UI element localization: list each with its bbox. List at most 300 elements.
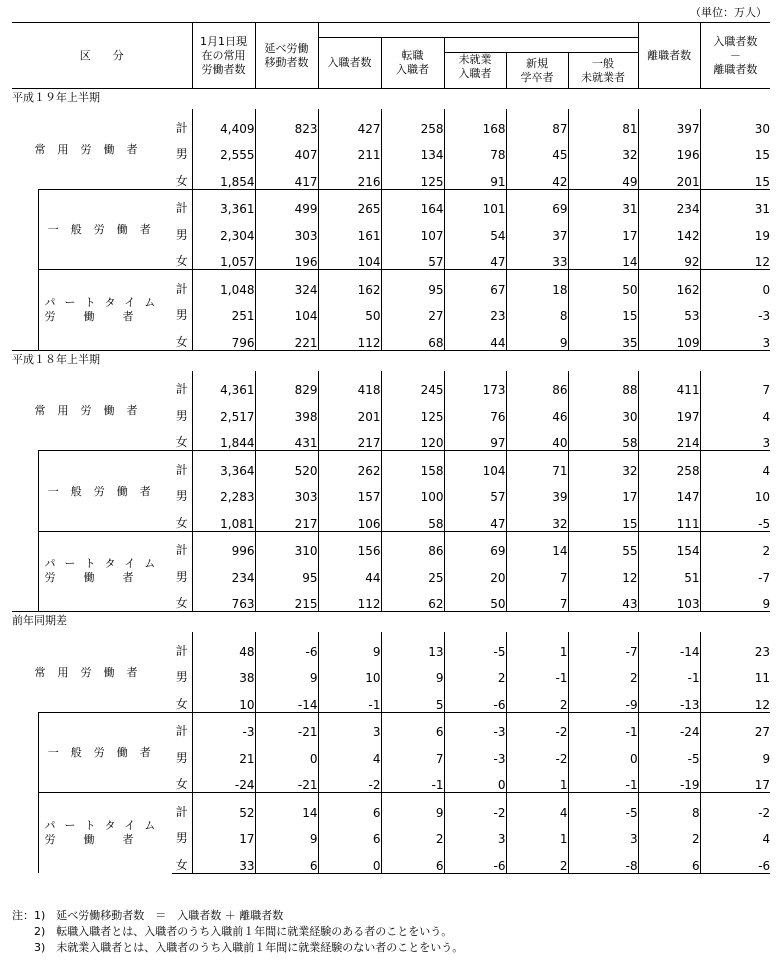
cell-value: 69 [506, 189, 568, 216]
cell-value: 4 [506, 793, 568, 820]
cell-value: 8 [638, 793, 700, 820]
cell-value: 53 [638, 297, 700, 324]
cell-value: 823 [255, 109, 318, 136]
indent-cell [12, 712, 38, 793]
cell-value: 15 [568, 504, 638, 531]
cell-value: 91 [444, 162, 506, 189]
cell-value: 4 [700, 820, 770, 847]
cell-value: 201 [318, 397, 381, 424]
cell-value: 69 [444, 531, 506, 558]
cell-value: 324 [255, 270, 318, 297]
cell-value: 201 [638, 162, 700, 189]
cell-value: 164 [381, 189, 444, 216]
cell-value: 14 [568, 243, 638, 270]
cell-value: 111 [638, 504, 700, 531]
cell-value: 0 [255, 739, 318, 766]
sex-label: 男 [175, 408, 188, 423]
cell-value: 67 [444, 270, 506, 297]
cell-value: 43 [568, 585, 638, 612]
group-label-line1: パートタイム [44, 295, 165, 309]
cell-value: -3 [192, 712, 255, 739]
cell-value: 78 [444, 136, 506, 163]
cell-value: -5 [638, 739, 700, 766]
header-blank-band [318, 23, 638, 38]
cell-value: 52 [192, 793, 255, 820]
cell-value: 1 [506, 820, 568, 847]
cell-value: 44 [318, 558, 381, 585]
sex-label: 男 [175, 489, 188, 503]
cell-value: 3 [700, 323, 770, 350]
cell-value: 7 [381, 739, 444, 766]
cell-value: 15 [700, 162, 770, 189]
cell-value: 42 [506, 162, 568, 189]
cell-value: 10 [318, 659, 381, 686]
table-row [12, 531, 770, 558]
cell-value: -5 [700, 504, 770, 531]
cell-value: 162 [638, 270, 700, 297]
notes [12, 908, 463, 956]
cell-value: 9 [381, 659, 444, 686]
cell-value: 2 [568, 659, 638, 686]
cell-value: 211 [318, 136, 381, 163]
cell-value: 2,304 [192, 216, 255, 243]
cell-value: 14 [506, 531, 568, 558]
cell-value: -2 [318, 766, 381, 793]
cell-value: -2 [506, 712, 568, 739]
table-row [12, 793, 770, 820]
cell-value: 4,409 [192, 109, 255, 136]
header-total-mobility: 延べ労働 移動者数 [255, 23, 318, 89]
cell-value: 3 [318, 712, 381, 739]
cell-value: 0 [700, 270, 770, 297]
cell-value: 44 [444, 323, 506, 350]
header-category: 区 分 [12, 23, 192, 89]
cell-value: 3,364 [192, 451, 255, 478]
cell-value: 87 [506, 109, 568, 136]
cell-value: 217 [318, 424, 381, 451]
section-label-row [12, 350, 770, 371]
cell-value: 303 [255, 216, 318, 243]
header-blank-band-2 [444, 38, 638, 53]
cell-value: 215 [255, 585, 318, 612]
cell-value: -21 [255, 766, 318, 793]
cell-value: -3 [444, 739, 506, 766]
cell-value: 37 [506, 216, 568, 243]
sex-label: 計 [172, 270, 192, 297]
cell-value: 104 [255, 297, 318, 324]
header-separations: 離職者数 [638, 23, 700, 89]
cell-value: 17 [192, 820, 255, 847]
cell-value: 45 [506, 136, 568, 163]
cell-value: 763 [192, 585, 255, 612]
cell-value: 33 [506, 243, 568, 270]
cell-value: 58 [568, 424, 638, 451]
cell-value: 27 [381, 297, 444, 324]
cell-value: 431 [255, 424, 318, 451]
cell-value: 196 [638, 136, 700, 163]
note-1: 注：1) 延べ労働移動者数 ＝ 入職者数 ＋ 離職者数 [12, 909, 284, 922]
cell-value: 17 [568, 216, 638, 243]
cell-value: 245 [381, 371, 444, 398]
cell-value: -2 [506, 739, 568, 766]
group-label: 常用労働者 [34, 142, 150, 156]
cell-value: 411 [638, 371, 700, 398]
cell-value: 168 [444, 109, 506, 136]
header-not-employed: 未就業 入職者 [444, 53, 506, 89]
cell-value: 1,048 [192, 270, 255, 297]
cell-value: 109 [638, 323, 700, 350]
cell-value: 15 [700, 136, 770, 163]
cell-value: -19 [638, 766, 700, 793]
cell-value: 54 [444, 216, 506, 243]
labor-mobility-table [12, 22, 770, 874]
cell-value: 796 [192, 323, 255, 350]
cell-value: 9 [700, 739, 770, 766]
cell-value: 9 [700, 585, 770, 612]
cell-value: -1 [506, 659, 568, 686]
cell-value: 1,081 [192, 504, 255, 531]
cell-value: 32 [568, 136, 638, 163]
cell-value: -3 [700, 297, 770, 324]
cell-value: 2 [444, 659, 506, 686]
cell-value: 7 [506, 558, 568, 585]
sex-label: 女 [175, 515, 188, 530]
section-label: 平成１９年上半期 [12, 89, 770, 110]
cell-value: 6 [638, 846, 700, 873]
table-row [12, 270, 770, 297]
cell-value: 13 [381, 632, 444, 659]
table-row [12, 109, 770, 136]
group-label: 一般労働者 [38, 189, 172, 270]
sex-label: 計 [172, 712, 192, 739]
cell-value: 214 [638, 424, 700, 451]
cell-value: 221 [255, 323, 318, 350]
cell-value: 17 [568, 478, 638, 505]
cell-value: 14 [255, 793, 318, 820]
cell-value: 17 [700, 766, 770, 793]
cell-value: 2 [506, 846, 568, 873]
cell-value: 147 [638, 478, 700, 505]
cell-value: 55 [568, 531, 638, 558]
cell-value: 50 [444, 585, 506, 612]
cell-value: 310 [255, 531, 318, 558]
section-label-row [12, 612, 770, 633]
cell-value: 19 [700, 216, 770, 243]
cell-value: 154 [638, 531, 700, 558]
cell-value: 258 [638, 451, 700, 478]
group-label-line2: 労働者 [44, 571, 162, 585]
cell-value: 32 [506, 504, 568, 531]
cell-value: 2 [700, 531, 770, 558]
cell-value: -14 [255, 685, 318, 712]
cell-value: -7 [700, 558, 770, 585]
header-net-hires: 入職者数 － 離職者数 [700, 23, 770, 89]
section-label: 前年同期差 [12, 612, 770, 633]
cell-value: 3 [568, 820, 638, 847]
cell-value: 92 [638, 243, 700, 270]
sex-label: 女 [175, 334, 188, 349]
cell-value: 427 [318, 109, 381, 136]
cell-value: 0 [318, 846, 381, 873]
cell-value: 46 [506, 397, 568, 424]
group-label-line1: パートタイム [44, 819, 165, 832]
sex-label: 女 [175, 696, 188, 711]
group-label [38, 270, 172, 351]
cell-value: 9 [381, 793, 444, 820]
table-row [12, 451, 770, 478]
cell-value: 829 [255, 371, 318, 398]
group-label: 一般労働者 [38, 712, 172, 793]
cell-value: -21 [255, 712, 318, 739]
cell-value: 51 [638, 558, 700, 585]
cell-value: 234 [638, 189, 700, 216]
cell-value: 234 [192, 558, 255, 585]
sex-label: 男 [175, 308, 188, 322]
cell-value: 6 [381, 846, 444, 873]
cell-value: -5 [444, 632, 506, 659]
cell-value: 68 [381, 323, 444, 350]
cell-value: -6 [444, 685, 506, 712]
cell-value: 0 [444, 766, 506, 793]
cell-value: 18 [506, 270, 568, 297]
cell-value: 9 [255, 659, 318, 686]
cell-value: -3 [444, 712, 506, 739]
cell-value: 48 [192, 632, 255, 659]
cell-value: 4 [700, 397, 770, 424]
cell-value: 33 [192, 846, 255, 873]
cell-value: 107 [381, 216, 444, 243]
cell-value: -8 [568, 846, 638, 873]
table-row [12, 712, 770, 739]
cell-value: 3,361 [192, 189, 255, 216]
indent-cell [12, 793, 38, 874]
cell-value: 35 [568, 323, 638, 350]
group-label: 常用労働者 [34, 404, 150, 418]
cell-value: 398 [255, 397, 318, 424]
cell-value: 40 [506, 424, 568, 451]
cell-value: 31 [568, 189, 638, 216]
cell-value: 10 [192, 685, 255, 712]
cell-value: 407 [255, 136, 318, 163]
cell-value: 47 [444, 504, 506, 531]
cell-value: 265 [318, 189, 381, 216]
cell-value: -6 [444, 846, 506, 873]
cell-value: 25 [381, 558, 444, 585]
table-row [12, 371, 770, 398]
section-label-row [12, 89, 770, 110]
cell-value: 197 [638, 397, 700, 424]
cell-value: -2 [700, 793, 770, 820]
cell-value: 397 [638, 109, 700, 136]
cell-value: 101 [444, 189, 506, 216]
cell-value: -9 [568, 685, 638, 712]
cell-value: 520 [255, 451, 318, 478]
cell-value: 2,555 [192, 136, 255, 163]
cell-value: -6 [700, 846, 770, 873]
cell-value: -24 [638, 712, 700, 739]
cell-value: 30 [568, 397, 638, 424]
cell-value: 81 [568, 109, 638, 136]
cell-value: 417 [255, 162, 318, 189]
header-regular-workers-jan1: 1月1日現 在の常用 労働者数 [192, 23, 255, 89]
cell-value: 11 [700, 659, 770, 686]
unit-label: （単位：万人） [690, 6, 767, 19]
cell-value: 196 [255, 243, 318, 270]
group-label: 常用労働者 [34, 665, 150, 679]
cell-value: 32 [568, 451, 638, 478]
header-hires: 入職者数 [318, 38, 381, 89]
cell-value: 0 [568, 739, 638, 766]
sex-label: 男 [175, 569, 188, 584]
cell-value: 251 [192, 297, 255, 324]
group-label-line2: 労働者 [44, 309, 162, 323]
sex-label: 女 [175, 435, 188, 449]
table-row [12, 189, 770, 216]
sex-label: 計 [172, 793, 192, 820]
sex-label: 計 [172, 451, 192, 478]
sex-label: 計 [175, 382, 188, 396]
cell-value: 57 [381, 243, 444, 270]
cell-value: -13 [638, 685, 700, 712]
cell-value: 9 [506, 323, 568, 350]
cell-value: 27 [700, 712, 770, 739]
sex-label: 計 [172, 189, 192, 216]
header-job-changers: 転職 入職者 [381, 38, 444, 89]
cell-value: -1 [318, 685, 381, 712]
indent-cell [12, 451, 38, 532]
cell-value: 2 [381, 820, 444, 847]
cell-value: 104 [444, 451, 506, 478]
cell-value: 95 [255, 558, 318, 585]
cell-value: -14 [638, 632, 700, 659]
cell-value: 6 [381, 712, 444, 739]
cell-value: 49 [568, 162, 638, 189]
cell-value: 1,854 [192, 162, 255, 189]
group-label-line2: 労働者 [44, 833, 162, 846]
cell-value: 161 [318, 216, 381, 243]
cell-value: 23 [444, 297, 506, 324]
cell-value: 58 [381, 504, 444, 531]
cell-value: -1 [638, 659, 700, 686]
group-label [38, 531, 172, 612]
header-general-not-employed: 一般 未就業者 [568, 53, 638, 89]
cell-value: 7 [700, 371, 770, 398]
group-label: 一般労働者 [38, 451, 172, 532]
cell-value: 2 [638, 820, 700, 847]
section-label: 平成１８年上半期 [12, 350, 770, 371]
sex-label: 計 [175, 643, 188, 658]
cell-value: -1 [381, 766, 444, 793]
sex-label: 男 [175, 750, 188, 765]
cell-value: 97 [444, 424, 506, 451]
cell-value: 8 [506, 297, 568, 324]
cell-value: 39 [506, 478, 568, 505]
cell-value: 4 [318, 739, 381, 766]
cell-value: 31 [700, 189, 770, 216]
cell-value: 50 [568, 270, 638, 297]
cell-value: 158 [381, 451, 444, 478]
indent-cell [12, 189, 38, 270]
sex-label: 女 [175, 596, 188, 610]
cell-value: 5 [381, 685, 444, 712]
group-label-line1: パートタイム [44, 557, 165, 571]
sex-label: 計 [175, 120, 188, 135]
note-2: 2) 転職入職者とは、入職者のうち入職前１年間に就業経験のある者のことをいう。 [12, 925, 453, 938]
cell-value: 4 [700, 451, 770, 478]
cell-value: -6 [255, 632, 318, 659]
cell-value: 6 [318, 793, 381, 820]
cell-value: 30 [700, 109, 770, 136]
cell-value: 106 [318, 504, 381, 531]
cell-value: 86 [506, 371, 568, 398]
sex-label: 女 [175, 173, 188, 188]
cell-value: 38 [192, 659, 255, 686]
cell-value: 57 [444, 478, 506, 505]
cell-value: 2,283 [192, 478, 255, 505]
cell-value: 3 [444, 820, 506, 847]
cell-value: 173 [444, 371, 506, 398]
cell-value: 1,057 [192, 243, 255, 270]
cell-value: 2,517 [192, 397, 255, 424]
cell-value: 6 [255, 846, 318, 873]
cell-value: -7 [568, 632, 638, 659]
cell-value: 12 [700, 685, 770, 712]
cell-value: -1 [568, 766, 638, 793]
cell-value: 157 [318, 478, 381, 505]
cell-value: 100 [381, 478, 444, 505]
sex-label: 女 [175, 254, 188, 268]
cell-value: 7 [506, 585, 568, 612]
cell-value: 15 [568, 297, 638, 324]
header-new-graduates: 新規 学卒者 [506, 53, 568, 89]
cell-value: 125 [381, 162, 444, 189]
indent-cell [12, 531, 38, 612]
cell-value: 216 [318, 162, 381, 189]
sex-label: 男 [175, 831, 188, 845]
cell-value: -5 [568, 793, 638, 820]
note-3: 3) 未就業入職者とは、入職者のうち入職前１年間に就業経験のない者のことをいう。 [12, 941, 464, 954]
cell-value: 996 [192, 531, 255, 558]
cell-value: 12 [568, 558, 638, 585]
cell-value: 499 [255, 189, 318, 216]
cell-value: 21 [192, 739, 255, 766]
cell-value: 120 [381, 424, 444, 451]
cell-value: 86 [381, 531, 444, 558]
cell-value: 50 [318, 297, 381, 324]
cell-value: 418 [318, 371, 381, 398]
cell-value: 71 [506, 451, 568, 478]
cell-value: 258 [381, 109, 444, 136]
sex-label: 計 [172, 531, 192, 558]
cell-value: 62 [381, 585, 444, 612]
group-label [38, 793, 172, 874]
cell-value: 134 [381, 136, 444, 163]
cell-value: 9 [255, 820, 318, 847]
cell-value: 104 [318, 243, 381, 270]
cell-value: 303 [255, 478, 318, 505]
sex-label: 女 [175, 777, 188, 791]
cell-value: 156 [318, 531, 381, 558]
cell-value: 4,361 [192, 371, 255, 398]
indent-cell [12, 270, 38, 351]
cell-value: 10 [700, 478, 770, 505]
cell-value: 162 [318, 270, 381, 297]
sex-label: 女 [172, 846, 192, 873]
cell-value: 2 [506, 685, 568, 712]
sex-label: 男 [175, 227, 188, 242]
cell-value: 88 [568, 371, 638, 398]
sex-label: 男 [175, 670, 188, 684]
